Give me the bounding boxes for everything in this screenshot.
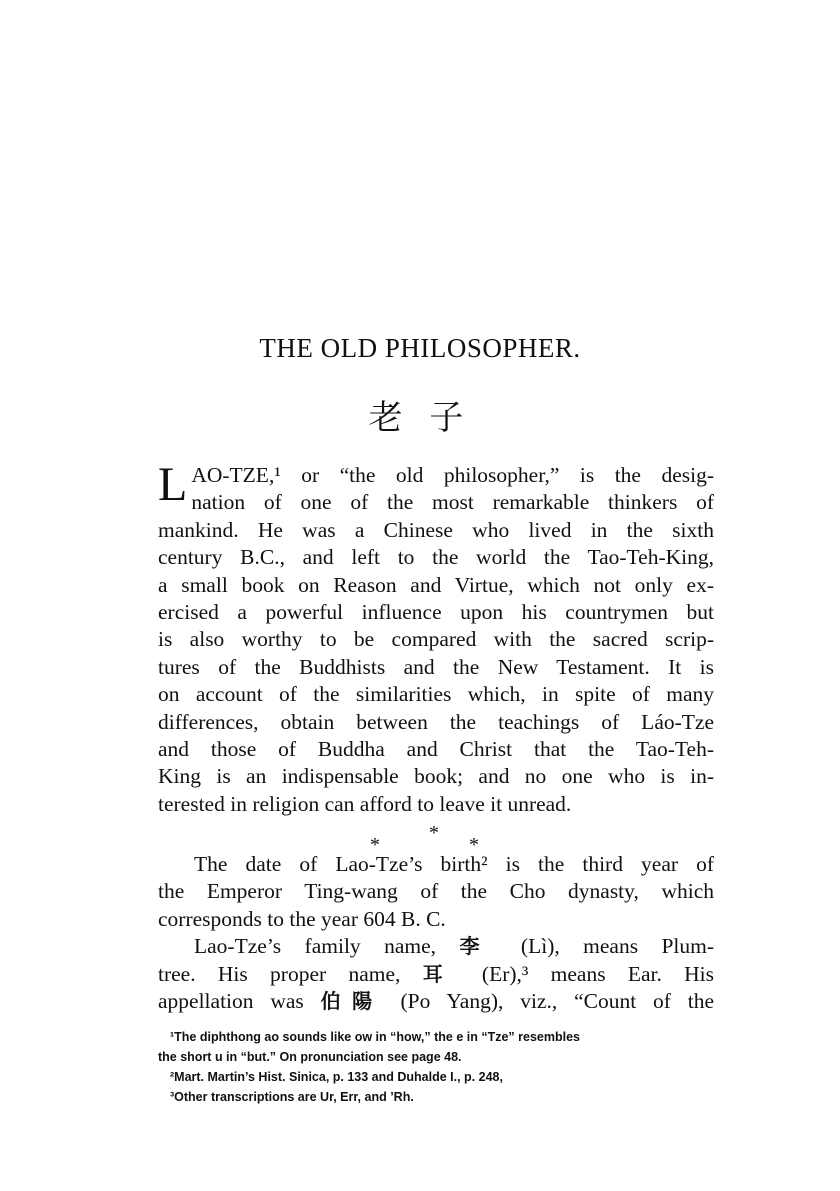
footnotes [158, 1027, 716, 1107]
text-line: tures of the Buddhists and the New Testament. It is [158, 654, 714, 679]
chinese-char-poyang: 伯陽 [320, 989, 384, 1014]
text-line: century B.C., and left to the world the Tao-Teh-King, [158, 545, 714, 570]
text-line: nation of one of the most remarkable thinkers of [191, 490, 714, 515]
text-line: King is an indispensable book; and no one who is in- [158, 764, 714, 789]
text-line: ercised a powerful influence upon his countrymen but [158, 600, 714, 625]
paragraph-intro [158, 458, 714, 818]
text-line: appellation was 伯陽 (Po Yang), viz., “Count of the [158, 989, 715, 1014]
drop-cap: L [158, 458, 188, 511]
footnote-2: ²Mart. Martin’s Hist. Sinica, p. 133 and Duhalde I., p. 248, [170, 1070, 503, 1084]
text-line: Lao-Tze’s family name, 李 (Lì), means Plum- [194, 934, 715, 959]
text-line: and those of Buddha and Christ that the Tao-Teh- [158, 737, 714, 762]
paragraph-birth [158, 851, 714, 1015]
text-line: tree. His proper name, 耳 (Er),³ means Ear. His [158, 961, 715, 986]
chinese-char-er: 耳 [422, 961, 460, 986]
separator-star: * [429, 822, 439, 844]
text-line: on account of the similarities which, in spite of many [158, 682, 714, 707]
text-line: is also worthy to be compared with the sacred scrip- [158, 627, 714, 652]
chinese-title: 老 子 [368, 398, 472, 438]
page-title: THE OLD PHILOSOPHER. [259, 333, 581, 363]
text-line: terested in religion can afford to leave it unread. [158, 791, 572, 816]
footnote-3: ³Other transcriptions are Ur, Err, and ’Rh. [170, 1090, 414, 1104]
text-line: mankind. He was a Chinese who lived in the sixth [158, 517, 714, 542]
text-line: the Emperor Ting-wang of the Cho dynasty, which [158, 879, 714, 904]
text-line: AO-TZE,¹ or “the old philosopher,” is the desig- [191, 463, 714, 487]
chinese-char-li: 李 [459, 934, 498, 959]
text-line: a small book on Reason and Virtue, which not only ex- [158, 572, 714, 597]
footnote-1-continued: the short u in “but.” On pronunciation see page 48. [158, 1050, 462, 1064]
separator-star: * [469, 834, 479, 856]
text-line: corresponds to the year 604 B. C. [158, 906, 446, 931]
text-line: The date of Lao-Tze’s birth² is the third year of [194, 852, 714, 876]
footnote-1: ¹The diphthong ao sounds like ow in “how,” the e in “Tze” resembles [170, 1030, 580, 1044]
section-separator [0, 822, 840, 856]
separator-star: * [370, 834, 380, 856]
text-line: differences, obtain between the teachings of Láo-Tze [158, 709, 714, 734]
